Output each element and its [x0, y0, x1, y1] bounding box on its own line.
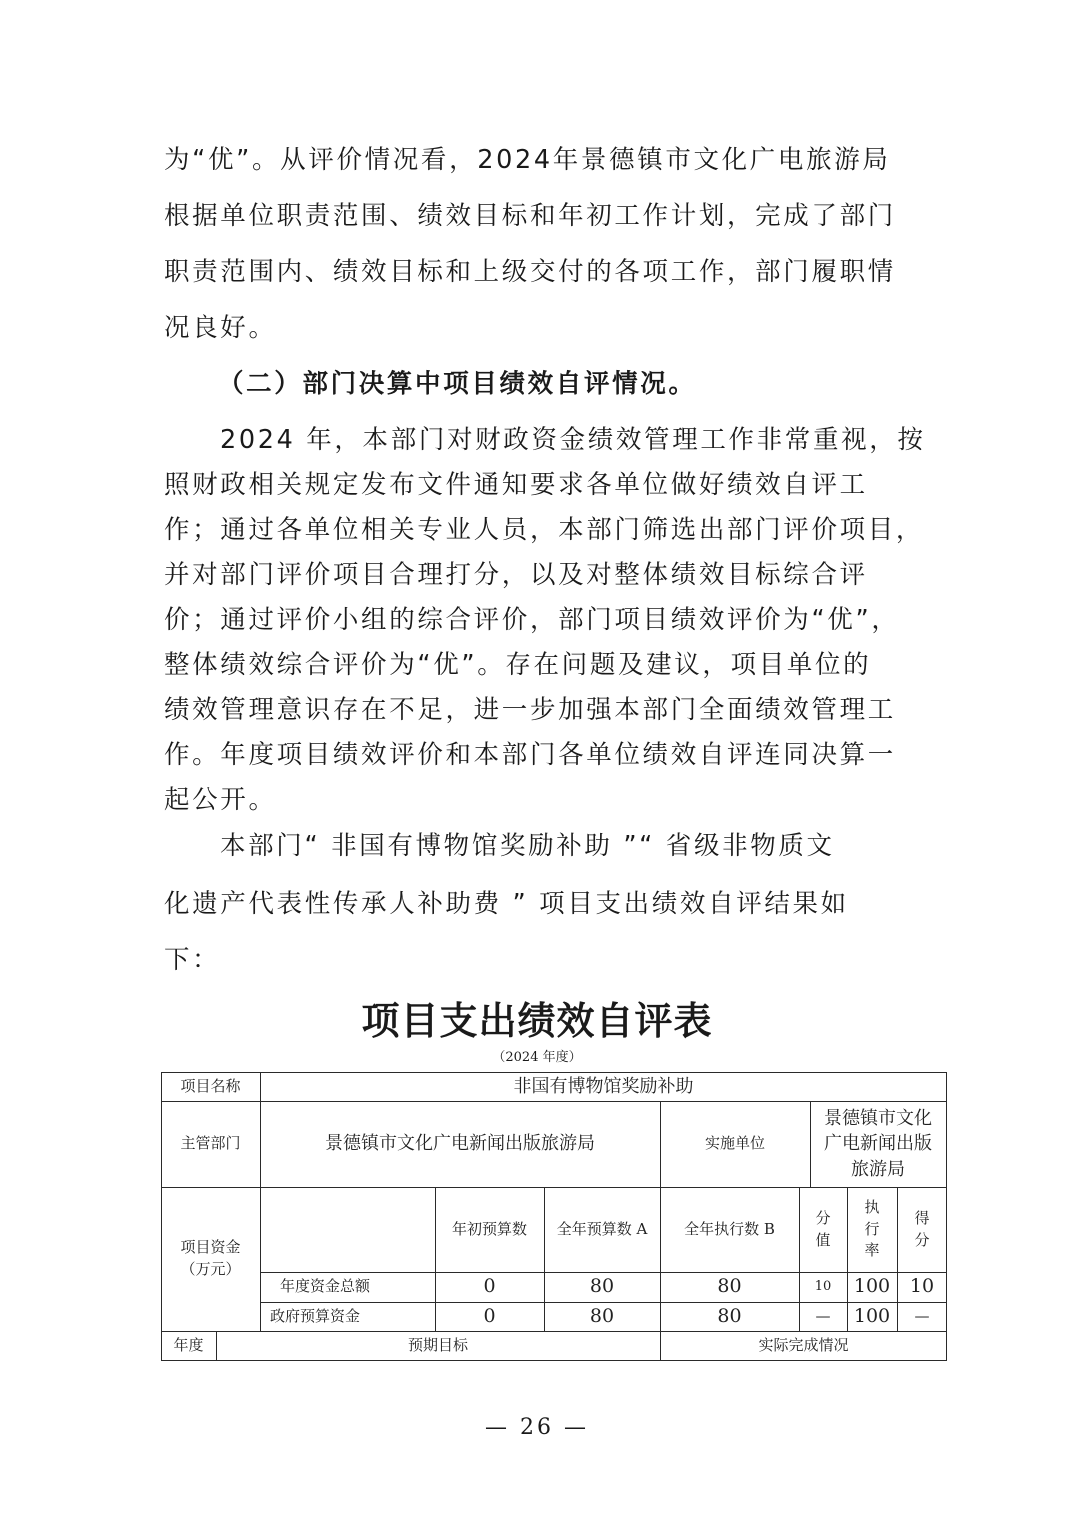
page-number: — 26 —: [485, 1415, 589, 1440]
table-title: 项目支出绩效自评表: [361, 999, 713, 1043]
body-line: 作；通过各单位相关专业人员，本部门筛选出部门评价项目，: [164, 515, 925, 545]
body-line: 并对部门评价项目合理打分，以及对整体绩效目标综合评: [164, 560, 868, 590]
row-annual: 80: [589, 1275, 615, 1298]
header-score-value: [799, 1187, 847, 1272]
body-line: 下：: [164, 945, 221, 975]
year-label: 年度: [173, 1335, 204, 1354]
body-line: 2024 年，本部门对财政资金绩效管理工作非常重视，按: [220, 425, 926, 455]
expected-goal-label: 预期目标: [407, 1335, 468, 1354]
funds-label-line2: （万元）: [180, 1260, 241, 1278]
header-initial-budget: 年初预算数: [451, 1219, 527, 1238]
table-subtitle: （2024 年度）: [492, 1050, 582, 1065]
row-initial: 0: [483, 1304, 496, 1327]
header-exec-rate: [847, 1187, 897, 1272]
row-label: 政府预算资金: [270, 1306, 361, 1325]
funds-label: [161, 1187, 260, 1331]
body-line: 根据单位职责范围、绩效目标和年初工作计划，完成了部门: [164, 201, 896, 231]
header-score-2: 分: [914, 1230, 930, 1249]
actual-label: 实际完成情况: [758, 1335, 849, 1354]
body-line: 本部门“ 非国有博物馆奖励补助 ”“ 省级非物质文: [220, 831, 835, 861]
body-line: 照财政相关规定发布文件通知要求各单位做好绩效自评工: [164, 470, 868, 500]
body-line: 绩效管理意识存在不足，进一步加强本部门全面绩效管理工: [164, 695, 896, 725]
header-score: [897, 1187, 947, 1272]
body-line: 化遗产代表性传承人补助费 ” 项目支出绩效自评结果如: [164, 889, 849, 919]
impl-label: 实施单位: [704, 1134, 765, 1153]
self-evaluation-table: [161, 1072, 947, 1361]
row-label: 年度资金总额: [280, 1277, 371, 1296]
section-heading: （二）部门决算中项目绩效自评情况。: [218, 369, 697, 399]
row-rate: 100: [853, 1304, 891, 1327]
row-score: 10: [909, 1275, 935, 1298]
row-score: —: [914, 1306, 930, 1325]
row-exec: 80: [717, 1304, 742, 1327]
row-exec: 80: [717, 1275, 742, 1298]
dept-value: 景德镇市文化广电新闻出版旅游局: [325, 1133, 595, 1155]
body-line: 价；通过评价小组的综合评价，部门项目绩效评价为“优”，: [164, 605, 900, 635]
header-score-value-1: 分: [815, 1208, 831, 1227]
funds-label-line1: 项目资金: [180, 1238, 241, 1257]
body-line: 职责范围内、绩效目标和上级交付的各项工作，部门履职情: [164, 257, 896, 287]
row-value: 10: [814, 1278, 832, 1294]
table-border: [810, 1101, 811, 1187]
body-line: 起公开。: [164, 785, 277, 815]
dept-label: 主管部门: [180, 1134, 241, 1153]
header-exec-rate-1: 执: [864, 1197, 880, 1216]
body-line: 整体绩效综合评价为“优”。存在问题及建议，项目单位的: [164, 650, 872, 680]
header-exec-rate-2: 行: [864, 1219, 880, 1238]
project-name-label: 项目名称: [180, 1076, 241, 1095]
table-border: [161, 1360, 947, 1361]
body-line: 为“优”。从评价情况看，2024年景德镇市文化广电旅游局: [164, 145, 891, 175]
row-annual: 80: [589, 1304, 615, 1327]
impl-value: 景德镇市文化广电新闻出版旅游局: [824, 1108, 932, 1180]
body-line: 况良好。: [164, 313, 277, 343]
header-exec-rate-3: 率: [864, 1241, 880, 1260]
project-name-value: 非国有博物馆奖励补助: [513, 1075, 694, 1097]
row-initial: 0: [483, 1275, 496, 1298]
header-annual-exec: 全年执行数 B: [684, 1219, 775, 1238]
row-rate: 100: [853, 1275, 891, 1298]
header-score-1: 得: [914, 1208, 930, 1227]
header-score-value-2: 值: [815, 1230, 831, 1249]
header-annual-budget: 全年预算数 A: [556, 1219, 648, 1238]
row-value: —: [815, 1306, 831, 1325]
body-line: 作。年度项目绩效评价和本部门各单位绩效自评连同决算一: [164, 740, 896, 770]
